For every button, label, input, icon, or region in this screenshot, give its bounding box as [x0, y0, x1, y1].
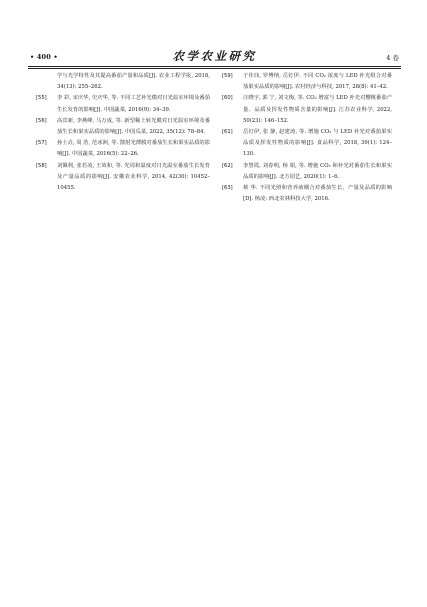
reference-number: [56] [36, 117, 47, 124]
reference-entry [222, 93, 392, 127]
reference-entry [36, 116, 210, 138]
volume-label: 4 卷 [386, 54, 399, 62]
reference-text: 岳钉伊, 张 静, 赵建涛, 等. 增施 CO₂ 与 LED 补光对番茄果实品质及挥发性物质的影响[J]. 食品科学, 2018, 39(1): 124–130. [243, 129, 392, 158]
reference-text: 学与光学特性及其提高番茄产量和品质[J]. 农业工程学报, 2018, 34(13): 255–262. [57, 73, 210, 91]
journal-title: 农学农业研究 [172, 49, 257, 63]
reference-entry [36, 161, 210, 195]
reference-entry [222, 161, 392, 183]
reference-entry [222, 127, 392, 161]
page-number: • 400 • [30, 53, 58, 61]
header-rule-thin [28, 68, 401, 69]
reference-text: 李慧霞, 刘春明, 杨 娟, 等. 增施 CO₂ 和补光对番茄生长和果实品质的影响[J]. 北方园艺, 2020(1): 1–6. [243, 162, 392, 180]
reference-text: 刘佩利, 张若凌, 王效和, 等. 光周和温度对日光温室番茄生长发育及产量品质的影响[J]. 安徽农业科学, 2014, 42(30): 10452–10455. [57, 162, 210, 192]
reference-text: 蔡 华. 不同光照和营养液耦合对番茄生长、产量及品质的影响[D]. 杨凌: 西北农林科技大学, 2016. [243, 185, 392, 203]
reference-number: [58] [36, 162, 47, 169]
reference-number: [57] [36, 140, 47, 147]
references-right-column [222, 71, 392, 205]
reference-number: [62] [222, 162, 233, 169]
reference-entry [222, 183, 392, 205]
reference-entry [40, 71, 210, 93]
reference-text: 高宾新, 李燕峰, 马万成, 等. 新型稀土转光膜对日光温室环境及番茄生长和果实品质的影响[J]. 中国瓜菜, 2022, 35(12): 78–84. [57, 117, 210, 136]
reference-number: [55] [36, 95, 47, 102]
references-left-column [36, 71, 210, 194]
reference-entry [36, 138, 210, 160]
running-header [28, 48, 401, 66]
reference-entry [222, 71, 392, 93]
reference-text: 李 彩, 宋庆华, 史庆华, 等. 不同工艺补光模对日光温室环境及番茄生长发育的影响[J]. 中国蔬菜, 2016(9): 34–39. [57, 95, 210, 113]
reference-number: [59] [222, 73, 233, 79]
reference-number: [60] [222, 95, 233, 102]
header-rule [28, 66, 401, 67]
reference-text: 孙士垚, 周 浩, 范冰洲, 等. 散射光薄膜对番茄生长和果实品质的影响[J]. 中国蔬菜, 2016(5): 22–26. [57, 140, 210, 158]
reference-number: [61] [222, 129, 233, 136]
reference-number: [63] [222, 185, 233, 192]
reference-text: 于佳玮, 罗博纳, 岳钉伊. 不同 CO₂ 浓度与 LED 补光组合对番茄果实品质的影响[J]. 农村经济与科技, 2017, 28(8): 41–42. [243, 73, 392, 91]
reference-entry [36, 93, 210, 115]
reference-text: 汪晓宇, 郭 宁, 刘文梅, 等. CO₂ 增富与 LED 补光对樱桃番茄产量、品质及挥发性物质含量的影响[J]. 江苏农业科学, 2022, 50(23): 146–152. [243, 95, 392, 124]
